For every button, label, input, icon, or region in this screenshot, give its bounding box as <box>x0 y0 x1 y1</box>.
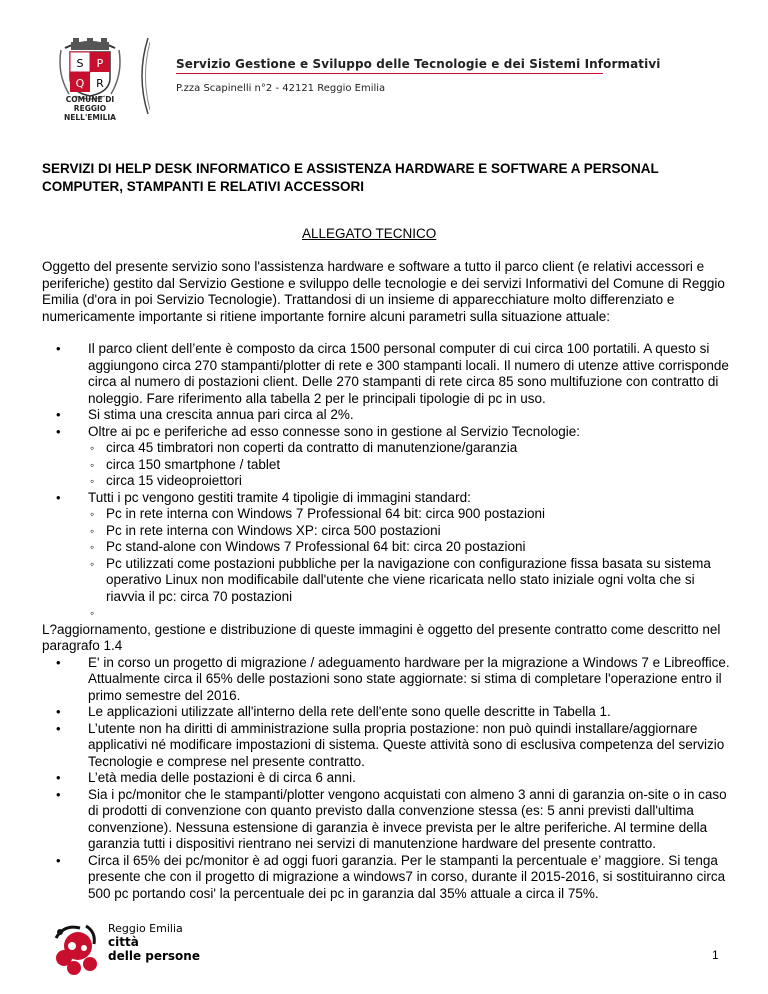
city-logo-icon <box>50 918 110 978</box>
svg-text:Q: Q <box>75 77 85 90</box>
sublist-item: ◦ circa 45 timbratori non coperti da contratto di manutenzione/garanzia <box>88 440 732 457</box>
footer-brand-line2: città <box>108 935 139 949</box>
bracket-divider-icon <box>136 36 150 116</box>
header-rule <box>176 73 603 74</box>
list-item-text: L’età media delle postazioni è di circa 6 anni. <box>88 770 356 785</box>
list-item-text: Oltre ai pc e periferiche ad esso connesse sono in gestione al Servizio Tecnologie: <box>88 423 581 439</box>
footer-brand <box>108 922 200 963</box>
svg-text:R: R <box>96 77 104 90</box>
department-address: P.zza Scapinelli n°2 - 42121 Reggio Emilia <box>176 83 386 94</box>
parameters-list <box>42 341 732 902</box>
svg-text:S: S <box>76 57 84 70</box>
svg-text:P: P <box>96 57 104 70</box>
sublist-item: ◦ circa 15 videoproiettori <box>88 473 732 490</box>
list-item <box>42 655 732 705</box>
list-item <box>42 407 732 424</box>
list-item-text: Circa il 65% dei pc/monitor è ad oggi fuori garanzia. Per le stampanti la percentuale e’ maggiore. Si tenga presente che con il progetto di migrazione a windows7 in corso, durante il 2015-2016, si sostituiranno circa 500 pc portando cosi' la percentuale dei pc in garanzia dal 35% attuale a circa il 75%. <box>88 852 726 901</box>
list-item <box>42 704 732 721</box>
list-item-text: L’utente non ha diritti di amministrazione sulla propria postazione: non può quindi installare/aggiornare applicativi né modificare impostazioni di sistema. Queste attività sono di esclusiva competenza del servizio Tecnologie e comprese nel presente contratto. <box>88 720 725 769</box>
list-item-text: Si stima una crescita annua pari circa al 2%. <box>88 407 354 422</box>
list-item <box>42 341 732 407</box>
footer-brand-line1: Reggio Emilia <box>108 922 183 935</box>
images-note <box>42 622 732 655</box>
list-item <box>42 424 732 490</box>
list-item-text: Tutti i pc vengono gestiti tramite 4 tipoligie di immagini standard: <box>88 489 471 505</box>
devices-sublist <box>88 440 732 490</box>
list-item-text: Il parco client dell’ente è composto da circa 1500 personal computer di cui circa 100 portatili. A questo si aggiungono circa 270 stampanti/plotter di rete e 300 stampanti locali. Il numero di utenze attive corrisponde circa al numero di postazioni client. Delle 270 stampanti di rete circa 85 sono multifuzione con contratto di noleggio. Fare riferimento alla tabella 2 per le principali tipologie di pc in uso. <box>88 341 729 406</box>
footer-brand-line3: delle persone <box>108 949 200 963</box>
department-name: Servizio Gestione e Sviluppo delle Tecnologie e dei Sistemi Informativi <box>176 57 661 71</box>
document-subtitle: ALLEGATO TECNICO <box>302 226 437 241</box>
sublist-item: ◦ circa 150 smartphone / tablet <box>88 457 732 474</box>
intro-paragraph: Oggetto del presente servizio sono l'assistenza hardware e software a tutto il parco client (e relativi accessori e periferiche) gestito dal Servizio Gestione e sviluppo delle tecnologie e dei servizi Informativi del Comune di Reggio Emilia (d'ora in poi Servizio Tecnologie). Trattandosi di un insieme di apparecchiature molto differenziato e numericamente importante si ritiene importante fornire alcuni parametri sulla situazione attuale: <box>42 259 725 324</box>
images-sublist <box>88 506 732 622</box>
sublist-item-empty <box>88 605 732 622</box>
list-item-text: Sia i pc/monitor che le stampanti/plotter vengono acquistati con almeno 3 anni di garanzia on-site o in caso di prodotti di convenzione con quanto previsto dalla convenzione stessa (es: 5 anni previsti dall'ultima convenzione). Nessuna estensione di garanzia è invece prevista per le altre periferiche. Al termine della garanzia tutti i dispositivi rientrano nei servizi di manutenzione hardware del presente contratto. <box>88 786 727 851</box>
list-item <box>42 787 732 853</box>
crest-caption-line2: REGGIO NELL'EMILIA <box>63 104 116 122</box>
sublist-item: ◦ Pc utilizzati come postazioni pubbliche per la navigazione con configurazione fissa basata su sistema operativo Linux non modificabile dall'utente che viene ricaricata nello stato iniziale ogni volta che si riavvia il pc: circa 70 postazioni <box>88 556 732 606</box>
list-item-text: Le applicazioni utilizzate all'interno della rete dell'ente sono quelle descritte in Tabella 1. <box>88 704 611 719</box>
sublist-item: ◦ Pc in rete interna con Windows 7 Professional 64 bit: circa 900 postazioni <box>88 506 732 523</box>
list-item <box>42 770 732 787</box>
letterhead <box>0 0 768 125</box>
document-title: SERVIZI DI HELP DESK INFORMATICO E ASSISTENZA HARDWARE E SOFTWARE A PERSONAL COMPUTER, STAMPANTI E RELATIVI ACCESSORI <box>42 161 659 194</box>
list-item-text: E' in corso un progetto di migrazione / adeguamento hardware per la migrazione a Windows 7 e Libreoffice. Attualmente circa il 65% delle postazioni sono state aggiornate: si stima di completare l'operazione entro il primo semestre del 2016. <box>88 654 730 703</box>
list-item <box>42 721 732 771</box>
images-note-text: L?aggiornamento, gestione e distribuzione di queste immagini è oggetto del presente contratto come descritto nel paragrafo 1.4 <box>42 621 721 653</box>
list-item <box>42 490 732 622</box>
list-item <box>42 853 732 903</box>
sublist-item: ◦ Pc in rete interna con Windows XP: circa 500 postazioni <box>88 523 732 540</box>
sublist-item: ◦ Pc stand-alone con Windows 7 Professional 64 bit: circa 20 postazioni <box>88 539 732 556</box>
crest-caption <box>50 95 130 122</box>
crest-caption-line1: COMUNE DI <box>65 95 115 104</box>
page-number: 1 <box>712 948 719 962</box>
